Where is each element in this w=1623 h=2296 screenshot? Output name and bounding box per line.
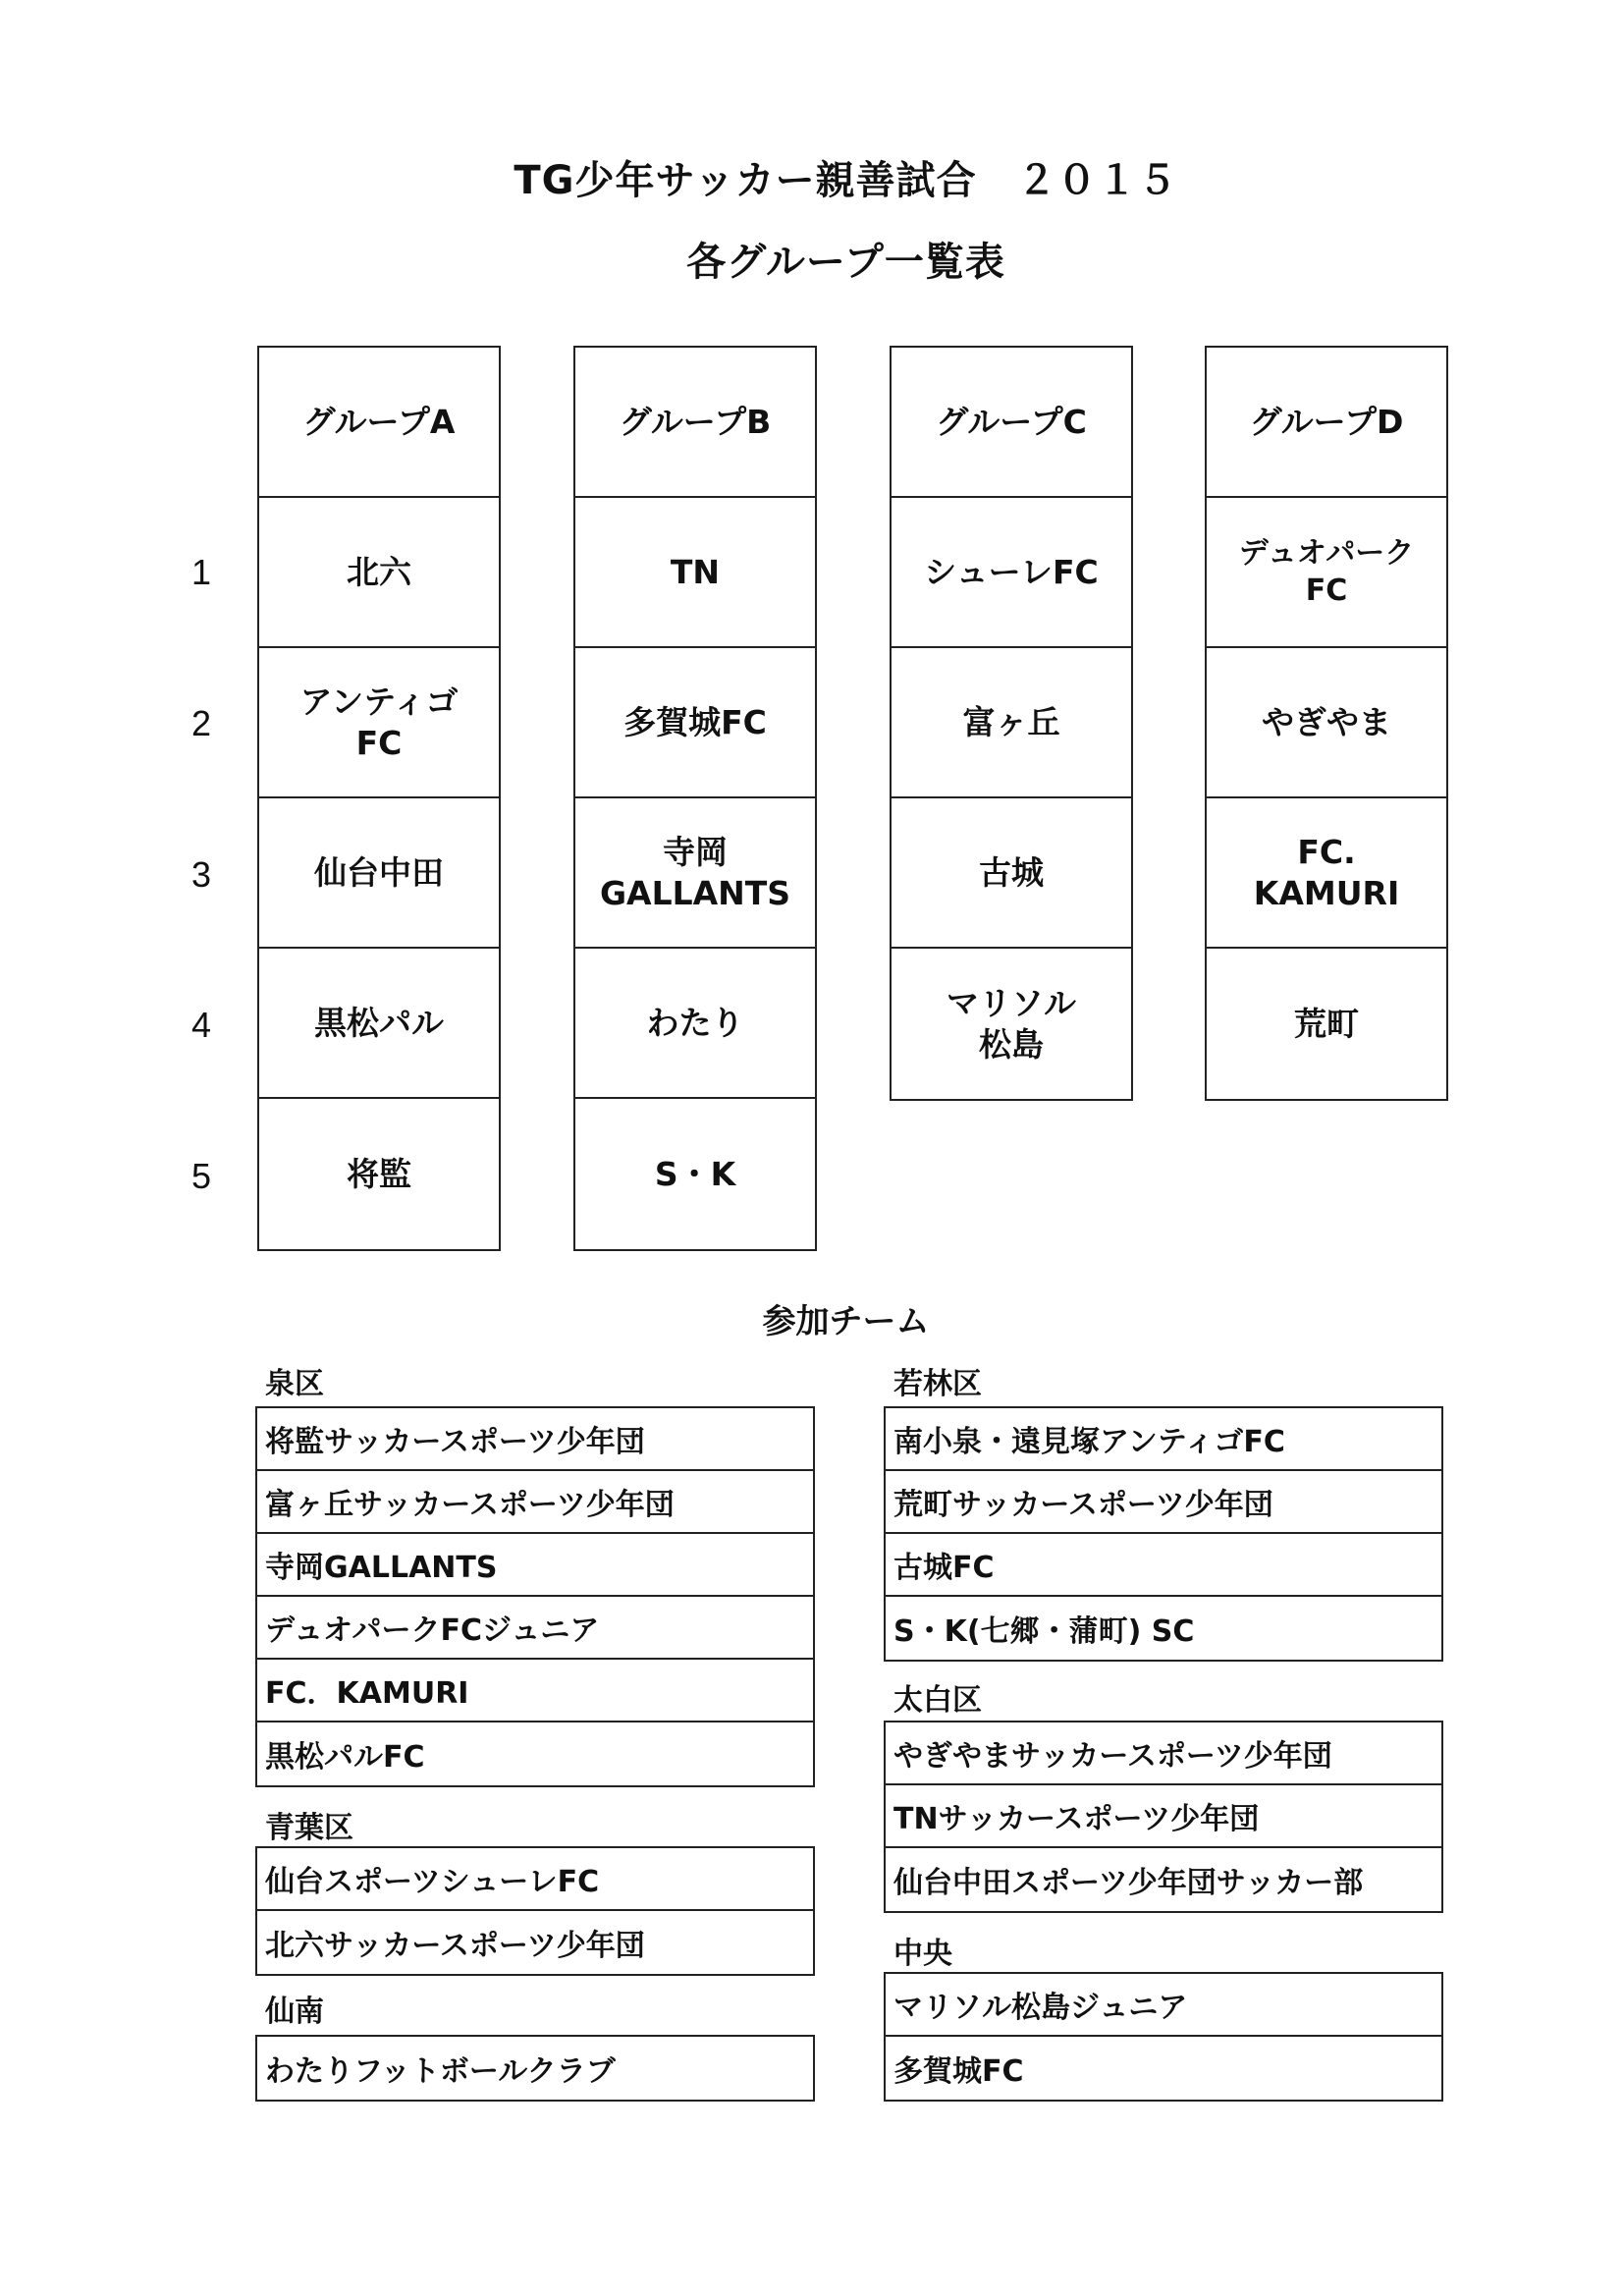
page-subtitle: 各グループ一覧表	[686, 240, 1005, 285]
list-item: マリソル松島ジュニア	[886, 1974, 1441, 2037]
group-team: 古城	[892, 798, 1131, 949]
group-header: グループA	[259, 348, 499, 498]
group-team: 将監	[347, 1154, 411, 1193]
list-item: 将監サッカースポーツ少年団	[257, 1408, 813, 1471]
list-item: 多賀城FC	[893, 2054, 1024, 2089]
group-team: わたり	[575, 949, 815, 1099]
row-number-3: 3	[190, 854, 212, 895]
row-number-4: 4	[190, 1005, 212, 1045]
district-label: 太白区	[893, 1683, 982, 1718]
list-item: やぎやまサッカースポーツ少年団	[886, 1722, 1441, 1785]
list-item: FC．KAMURI	[257, 1660, 813, 1722]
list-item: TNサッカースポーツ少年団	[886, 1785, 1441, 1848]
group-team: 富ヶ丘	[892, 648, 1131, 798]
group-team: 黒松パル	[259, 949, 499, 1099]
group-b-table	[573, 346, 817, 1251]
row-number-1: 1	[190, 552, 212, 592]
page-title: TG少年サッカー親善試合 ２０１５	[514, 158, 1178, 203]
participants-title: 参加チーム	[762, 1302, 930, 1341]
list-item: デュオパークFCジュニア	[257, 1597, 813, 1660]
list-item: 黒松パルFC	[265, 1740, 425, 1775]
group-team: デュオパーク FC	[1207, 498, 1446, 648]
list-item: 仙台中田スポーツ少年団サッカー部	[893, 1866, 1364, 1900]
list-item: 南小泉・遠見塚アンティゴFC	[886, 1408, 1441, 1471]
district-team-list	[884, 1972, 1443, 2102]
group-team: S・K	[654, 1154, 736, 1193]
group-team: 北六	[259, 498, 499, 648]
group-header: グループC	[892, 348, 1131, 498]
district-label: 中央	[893, 1937, 952, 1971]
group-team: シューレFC	[892, 498, 1131, 648]
group-header: グループD	[1207, 348, 1446, 498]
row-number-2: 2	[190, 703, 212, 743]
group-team: 寺岡 GALLANTS	[575, 798, 815, 949]
district-team-list	[255, 2035, 815, 2102]
district-team-list	[884, 1406, 1443, 1662]
group-team: 多賀城FC	[575, 648, 815, 798]
district-label: 泉区	[265, 1367, 324, 1401]
group-team: マリソル 松島	[947, 984, 1076, 1064]
district-label: 若林区	[893, 1367, 982, 1401]
list-item: 荒町サッカースポーツ少年団	[886, 1471, 1441, 1534]
district-team-list	[255, 1846, 815, 1976]
list-item: 古城FC	[886, 1534, 1441, 1597]
list-item: わたりフットボールクラブ	[265, 2054, 616, 2089]
group-c-table	[890, 346, 1133, 1101]
list-item: 寺岡GALLANTS	[257, 1534, 813, 1597]
district-label: 青葉区	[265, 1811, 353, 1845]
group-team: FC. KAMURI	[1207, 798, 1446, 949]
group-d-table	[1205, 346, 1448, 1101]
group-team: 荒町	[1294, 1004, 1359, 1043]
row-number-5: 5	[190, 1156, 212, 1196]
list-item: S・K(七郷・蒲町) SC	[893, 1614, 1195, 1649]
list-item: 仙台スポーツシューレFC	[257, 1848, 813, 1911]
list-item: 北六サッカースポーツ少年団	[265, 1929, 645, 1963]
district-label: 仙南	[265, 1995, 324, 2029]
group-header: グループB	[575, 348, 815, 498]
group-team: 仙台中田	[259, 798, 499, 949]
district-team-list	[255, 1406, 815, 1787]
group-team: やぎやま	[1207, 648, 1446, 798]
list-item: 富ヶ丘サッカースポーツ少年団	[257, 1471, 813, 1534]
group-team: アンティゴ FC	[259, 648, 499, 798]
district-team-list	[884, 1721, 1443, 1913]
group-a-table	[257, 346, 501, 1251]
group-team: TN	[575, 498, 815, 648]
